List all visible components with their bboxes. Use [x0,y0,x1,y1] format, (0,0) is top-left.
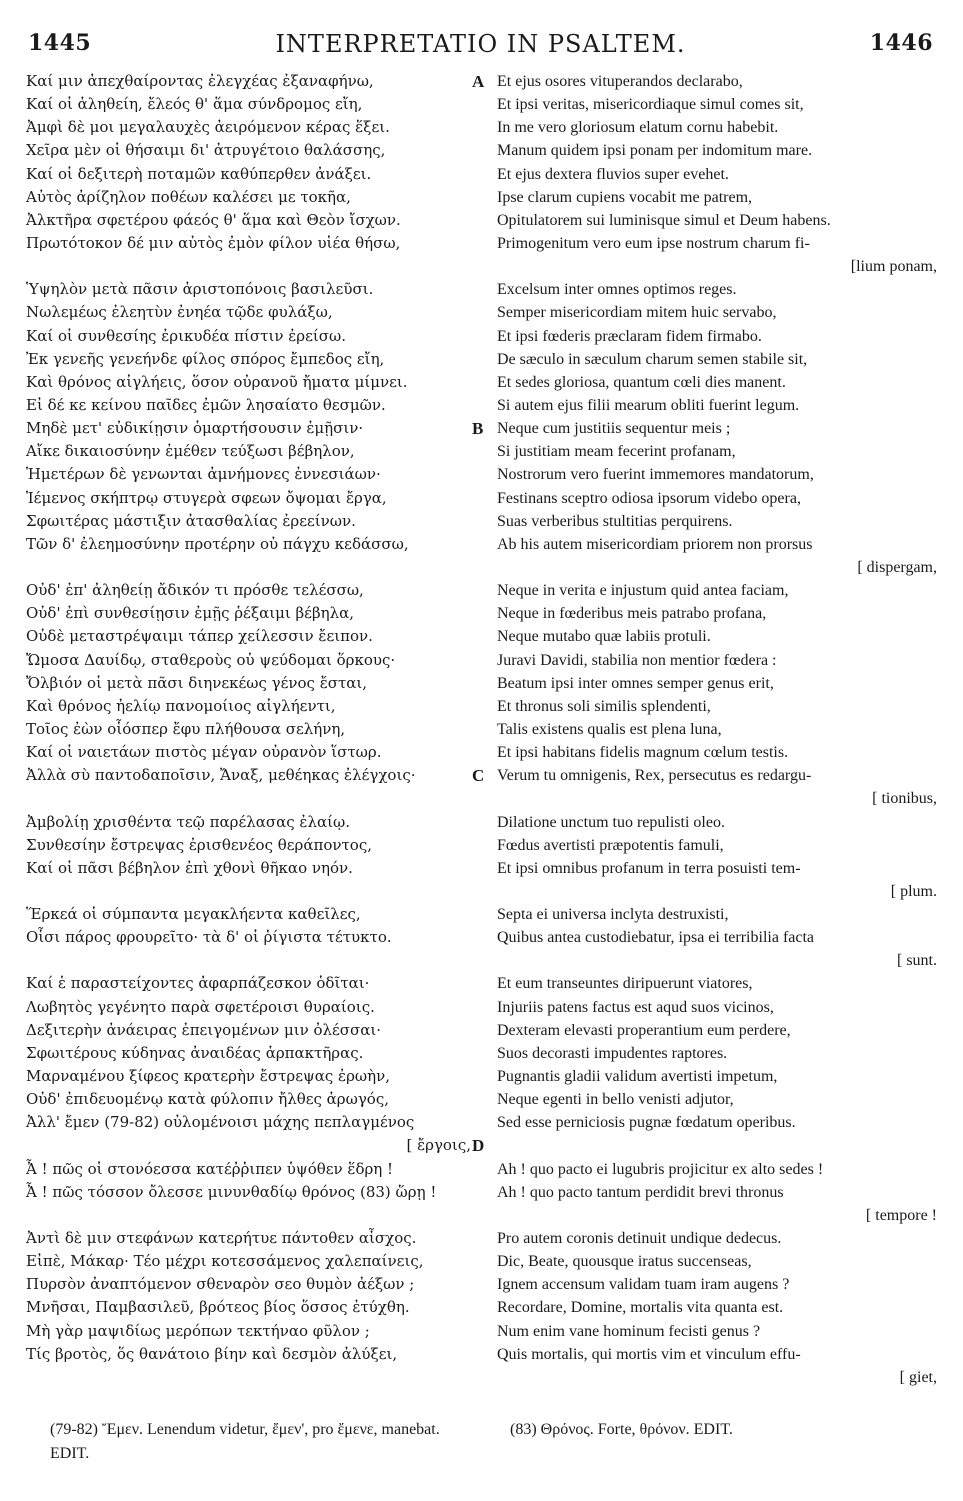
greek-verse-line: Καί οἱ συνθεσίης ἐρικυδέα πίστιν ἐρείσω. [26,326,346,345]
latin-verse-line: Et ipsi fœderis præclaram fidem firmabo. [497,327,762,345]
greek-verse-line: Ὑψηλὸν μετὰ πᾶσιν ἀριστοπόνοις βασιλεῦσι. [26,280,374,299]
latin-verse-line: Si autem ejus filii mearum obliti fuerint legum. [497,396,800,414]
latin-verse-line: Festinans sceptro odiosa ipsorum videbo opera, [497,489,801,507]
running-title: INTERPRETATIO IN PSALTEM. [275,30,686,58]
greek-verse-line: Ἀλλ' ἔμεν (79-82) οὐλομένοισι μάχης πεπλαγμένος [26,1113,415,1132]
latin-verse-line: Ah ! quo pacto ei lugubris projicitur ex alto sedes ! [497,1160,824,1178]
latin-verse-line: [ giet, [899,1368,937,1386]
greek-verse-line [26,880,471,903]
greek-verse-line: Νωλεμέως ἐλεητὺν ἐνηέα τῷδε φυλάξω, [26,303,333,322]
latin-verse-line: Ah ! quo pacto tantum perdidit brevi thronus [497,1183,784,1201]
greek-verse-line: Πρωτότοκον δέ μιν αὐτὸς ἐμὸν φίλον υἱέα θήσω, [26,233,401,252]
greek-verse-line [26,787,471,810]
latin-verse-line: [lium ponam, [850,258,937,276]
greek-verse-line: Σφωιτέρους κύδηνας ἀναιδέας ἁρπακτῆρας. [26,1043,364,1062]
latin-verse-line: Verum tu omnigenis, Rex, persecutus es redargu- C [497,764,937,787]
greek-verse-line: Τῶν δ' ἐλεημοσύνην προτέρην οὐ πάγχυ κεδάσσω, [26,534,409,553]
latin-verse-line: Et eum transeuntes diripuerunt viatores, [497,975,753,993]
greek-verse-line: Ἕρκεά οἱ σύμπαντα μεγακλήεντα καθεῖλες, [26,905,361,924]
greek-verse-line: Συνθεσίην ἔστρεψας ἐρισθενέος θεράποντος, [26,835,373,854]
latin-verse-line: Opitulatorem sui luminisque simul et Deum habens. [497,211,831,229]
section-marker-a: A [472,72,485,91]
latin-verse-line: Dilatione unctum tuo repulisti oleo. [497,813,725,831]
greek-verse-line: Πυρσὸν ἀναπτόμενον σθεναρὸν σεο θυμὸν ἀέξων ; [26,1275,415,1294]
latin-verse-line: Neque in verita e injustum quid antea faciam, [497,582,789,600]
greek-verse-line [26,255,471,278]
greek-verse-line: Ἀμβολίῃ χρισθέντα τεῷ παρέλασας ἐλαίῳ. [26,812,350,831]
greek-verse-line: Μηδὲ μετ' εὐδικίῃσιν ὁμαρτήσουσιν ἐμῇσιν· [26,419,364,438]
greek-verse-line: Οὐδὲ μεταστρέψαιμι τάπερ χείλεσσιν ἔειπον. [26,627,373,646]
greek-verse-line [26,949,471,972]
latin-verse-line: Nostrorum vero fuerint immemores mandatorum, [497,466,814,484]
greek-verse-line: Δεξιτερὴν ἀνάειρας ἐπειγομένων μιν ὀλέσσαι· [26,1020,382,1039]
running-header [28,30,933,58]
latin-verse-line: Si justitiam meam fecerint profanam, [497,443,736,461]
latin-verse-line: Neque in fœderibus meis patrabo profana, [497,605,767,623]
greek-verse-line: Καὶ θρόνος ἠελίῳ πανομοίιος αἰγλήεντι, [26,696,336,715]
latin-verse-line: Beatum ipsi inter omnes semper genus erit, [497,674,774,692]
section-marker-b: B [472,419,484,439]
latin-verse-line: [ tionibus, [872,790,937,808]
greek-verse-line: Μαρναμένου ξίφεος κρατερὴν ἔστρεψας ἐρωὴν, [26,1067,391,1086]
latin-verse-line: Quis mortalis, qui mortis vim et vinculum effu- [497,1345,801,1363]
latin-verse-line: [ dispergam, [857,558,937,576]
section-marker-c: C [472,766,485,786]
greek-verse-line: Καί οἱ ἀληθείη, ἔλεός θ' ἅμα σύνδρομος εἴη, [26,95,363,114]
greek-verse-line: Εἰ δέ κε κείνου παῖδες ἐμῶν λησαίατο θεσμῶν. [26,395,386,414]
latin-verse-line: Et ipsi habitans fidelis magnum cœlum testis. [497,744,789,762]
greek-verse-line [26,556,471,579]
greek-verse-line: Ἀλκτῆρα σφετέρου φάεός θ' ἅμα καὶ Θεὸν ἴσχων. [26,210,401,229]
latin-verse-line: Dic, Beate, quousque iratus succenseas, [497,1253,752,1271]
greek-verse-line: Ἀμφὶ δὲ μοι μεγαλαυχὲς ἀειρόμενον κέρας ἕξει. [26,118,390,137]
greek-verse-line: Καί ἑ παραστείχοντες ἀφαρπάζεσκον ὁδῖται· [26,974,370,993]
greek-verse-line: Αὐτὸς ἀρίζηλον ποθέων καλέσει με τοκῆα, [26,187,351,206]
greek-verse-line: Μνῆσαι, Παμβασιλεῦ, βρότεος βίος ὅσσος ἐτύχθη. [26,1298,410,1317]
latin-verse-line: Suas verberibus stultitias perquirens. [497,512,733,530]
footnote-83: (83) Θρόνος. Forte, θρόνον. EDIT. [510,1421,733,1438]
latin-verse-line: Primogenitum vero eum ipse nostrum charum fi- [497,234,810,252]
latin-verse-line: Semper misericordiam mitem huic servabo, [497,304,777,322]
latin-verse-line: Talis existens qualis est plena luna, [497,720,722,738]
greek-verse-line: Ἀλλὰ σὺ παντοδαποῖσιν, Ἄναξ, μεθέηκας ἐλέγχοις· [26,766,416,785]
greek-verse-line: Ἱέμενος σκήπτρῳ στυγερὰ σφεων ὄψομαι ἔργα, [26,488,387,507]
latin-verse-line: Et ejus dextera fluvios super evehet. [497,165,729,183]
greek-verse-line [26,1204,471,1227]
greek-verse-line: Τοῖος ἐὼν οἷόσπερ ἔφυ πλήθουσα σελήνη, [26,719,346,738]
latin-verse-line: Pro autem coronis detinuit undique dedecus. [497,1230,782,1248]
greek-verse-line: Χεῖρα μὲν οἱ θήσαιμι δι' ἀτρυγέτοιο θαλάσσης, [26,141,386,160]
latin-verse-line: De sæculo in sæculum charum semen stabile sit, [497,350,808,368]
latin-verse-line: Sed esse perniciosis pugnæ fœdatum operibus. [497,1114,796,1132]
greek-verse-line: [ ἔργοις, [406,1136,471,1155]
greek-verse-line: Εἰπὲ, Μάκαρ· Τέο μέχρι κοτεσσάμενος χαλεπαίνεις, [26,1252,424,1271]
latin-text-column [472,70,937,1389]
latin-verse-line: Recordare, Domine, mortalis vita quanta est. [497,1299,784,1317]
latin-verse-line: Injuriis patens factus est aqud suos vicinos, [497,998,774,1016]
greek-verse-line: Ἆ ! πῶς τόσσον ὄλεσσε μινυνθαδίῳ θρόνος (83) ὥρῃ ! [26,1182,437,1201]
greek-verse-line: Σφωιτέρας μάστιξιν ἀτασθαλίας ἐρεείνων. [26,511,356,530]
latin-verse-line: Quibus antea custodiebatur, ipsa ei terribilia facta [497,929,815,947]
greek-verse-line: Καί οἱ δεξιτερὴ ποταμῶν καθύπερθεν ἀνάξει. [26,164,372,183]
greek-verse-line: Ἡμετέρων δὲ γενωνται ἀμνήμονες ἐννεσιάων· [26,465,381,484]
greek-verse-line: Ἀντὶ δὲ μιν στεφάνων κατερήτυε πάντοθεν αἶσχος. [26,1229,417,1248]
latin-verse-line: Et ipsi omnibus profanum in terra posuisti tem- [497,859,801,877]
latin-verse-line: Num enim vane hominum fecisti genus ? [497,1322,761,1340]
latin-verse-line: Ipse clarum cupiens vocabit me patrem, [497,188,753,206]
latin-verse-line: Fœdus avertisti præpotentis famuli, [497,836,724,854]
greek-verse-line: Καὶ θρόνος αἰγλήεις, ὅσον οὐρανοῦ ἤματα μίμνει. [26,372,408,391]
greek-verse-line: Ὄλβιόν οἱ μετὰ πᾶσι διηνεκέως γένος ἔσται, [26,673,368,692]
greek-verse-line: Οἷσι πάρος φρουρεῖτο· τὰ δ' οἱ ῥίγιστα τέτυκτο. [26,928,392,947]
greek-verse-line: Καί μιν ἀπεχθαίροντας ἐλεγχέας ἐξαναφήνω, [26,72,374,90]
greek-verse-line: Τίς βροτὸς, ὅς θανάτοιο βίην καὶ δεσμὸν ἀλύξει, [26,1344,398,1363]
page-number-right: 1446 [869,30,933,56]
latin-verse-line: Et sedes gloriosa, quantum cœli dies manent. [497,373,786,391]
greek-verse-line: Καί οἱ ναιετάων πιστὸς μέγαν οὐρανὸν ἵστωρ. [26,743,382,762]
greek-verse-line: Ἆ ! πῶς οἱ στονόεσσα κατέῤῥιπεν ὑψόθεν ἕδρη ! [26,1159,394,1178]
latin-verse-line: Manum quidem ipsi ponam per indomitum mare. [497,142,813,160]
section-marker-d: D [472,1136,485,1156]
latin-verse-line: Juravi Davidi, stabilia non mentior fœdera : [497,651,777,669]
greek-verse-line: Οὐδ' ἐπιδευομένῳ κατὰ φύλοπιν ἤλθες ἀρωγός, [26,1090,390,1109]
page-number-left: 1445 [28,30,92,56]
latin-verse-line: Pugnantis gladii validum avertisti impetum, [497,1068,778,1086]
latin-verse-line: Ignem accensum validam tuam iram augens ? [497,1276,790,1294]
greek-verse-line: Μὴ γὰρ μαψιδίως μερόπων τεκτήναο φῦλον ; [26,1321,370,1340]
greek-verse-line: Λωβητὸς γεγένητο παρὰ σφετέροισι θυραίοις. [26,997,375,1016]
latin-verse-line: Dexteram elevasti properantium eum perdere, [497,1021,791,1039]
greek-verse-line: Οὐδ' ἐπὶ συνθεσίῃσιν ἐμῇς ῥέξαιμι βέβηλα, [26,604,355,623]
latin-verse-line: [ plum. [890,882,937,900]
footnote-79-82: (79-82) Ἔμεν. Lenendum videtur, ἔμεν', pro ἔμενε, manebat. EDIT. [50,1421,440,1462]
latin-verse-line: Neque egenti in bello venisti adjutor, [497,1091,734,1109]
latin-verse-line [472,1134,937,1157]
latin-verse-line: Septa ei universa inclyta destruxisti, [497,906,729,924]
latin-verse-line: Et ejus osores vituperandos declarabo, A [497,70,937,93]
latin-verse-line: Et thronus soli similis splendenti, [497,697,711,715]
latin-verse-line: Et ipsi veritas, misericordiaque simul comes sit, [497,96,804,114]
greek-verse-line: Οὐδ' ἐπ' ἀληθείῃ ἄδικόν τι πρόσθε τελέσσω, [26,581,364,600]
greek-verse-line: Αἴκε δικαιοσύνην ἐμέθεν τεύξωσι βέβηλον, [26,442,355,461]
greek-verse-line: Καί οἱ πᾶσι βέβηλον ἐπὶ χθονὶ θῆκαο νηόν. [26,858,353,877]
latin-verse-line: [ tempore ! [865,1206,937,1224]
latin-verse-line: Suos decorasti impudentes raptores. [497,1044,728,1062]
greek-verse-line: Ἐκ γενεῆς γενεήνδε φίλος σπόρος ἔμπεδος εἴη, [26,349,385,368]
latin-verse-line: Excelsum inter omnes optimos reges. [497,281,737,299]
latin-verse-line: In me vero gloriosum elatum cornu habebit. [497,119,779,137]
latin-verse-line: Neque mutabo quæ labiis protuli. [497,628,711,646]
greek-verse-line: Ὤμοσα Δαυίδῳ, σταθεροὺς οὐ ψεύδομαι ὅρκους· [26,650,396,669]
latin-verse-line: Ab his autem misericordiam priorem non prorsus [497,535,813,553]
latin-verse-line: Neque cum justitiis sequentur meis ; B [497,417,937,440]
latin-verse-line: [ sunt. [897,952,937,970]
greek-text-column [26,70,471,1366]
